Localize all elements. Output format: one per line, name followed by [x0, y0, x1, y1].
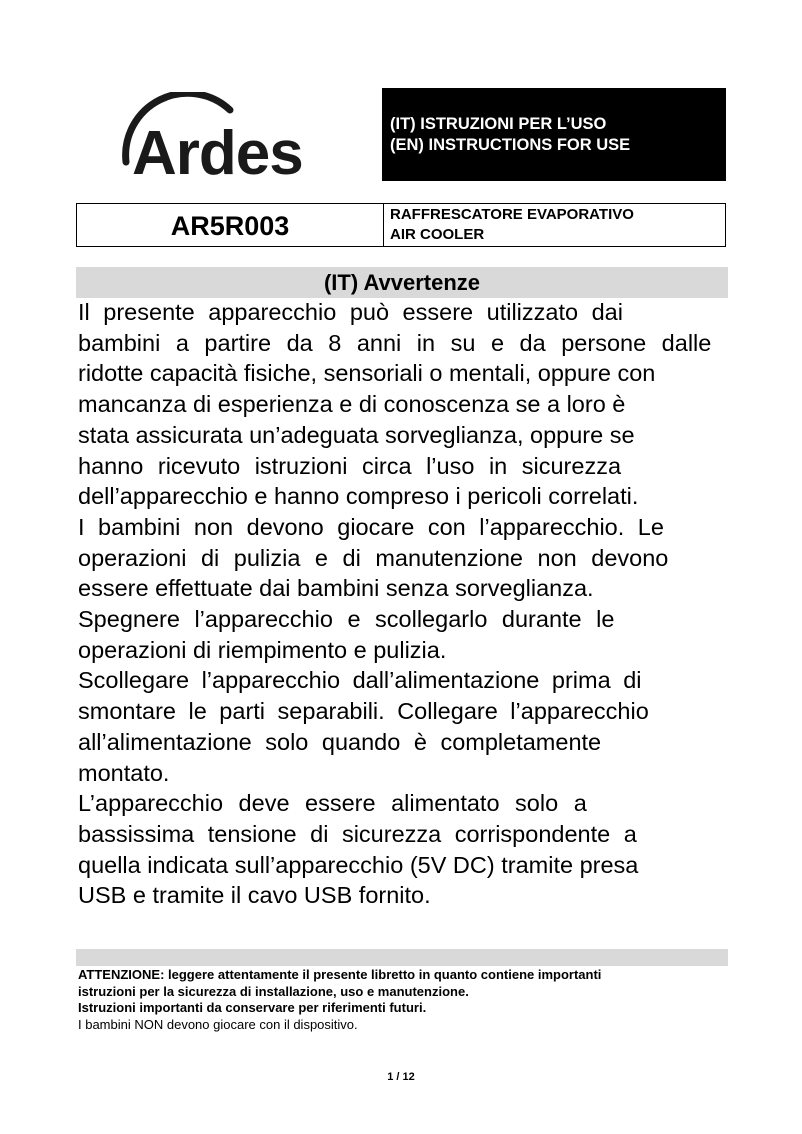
body-line: Scollegare l’apparecchio dall’alimentazione prima di: [78, 667, 642, 694]
body-line: smontare le parti separabili. Collegare l’apparecchio: [78, 698, 649, 725]
body-line: ridotte capacità fisiche, sensoriali o mentali, oppure con: [78, 360, 656, 387]
product-description-en: AIR COOLER: [390, 226, 485, 243]
body-line: quella indicata sull’apparecchio (5V DC) tramite presa: [78, 851, 639, 878]
product-description-it: RAFFRESCATORE EVAPORATIVO: [390, 206, 634, 223]
attention-line: Istruzioni importanti da conservare per riferimenti futuri.: [78, 1000, 427, 1015]
body-line: hanno ricevuto istruzioni circa l’uso in sicurezza: [78, 452, 622, 479]
instructions-header: [382, 88, 726, 181]
children-notice: I bambini NON devono giocare con il dispositivo.: [78, 1016, 358, 1032]
footer-divider: [76, 949, 728, 966]
attention-line: ATTENZIONE: leggere attentamente il presente libretto in quanto contiene importanti: [78, 967, 602, 982]
header-line-en: (EN) INSTRUCTIONS FOR USE: [390, 136, 631, 154]
model-code: AR5R003: [77, 204, 384, 246]
body-line: operazioni di riempimento e pulizia.: [78, 636, 447, 663]
body-line: operazioni di pulizia e di manutenzione non devono: [78, 544, 669, 571]
attention-notice: [78, 967, 738, 1033]
body-line: I bambini non devono giocare con l’apparecchio. Le: [78, 513, 664, 540]
body-line: USB e tramite il cavo USB fornito.: [78, 882, 431, 909]
body-line: mancanza di esperienza e di conoscenza se a loro è: [78, 391, 626, 418]
body-line: bambini a partire da 8 anni in su e da persone dalle: [78, 329, 712, 356]
body-line: all’alimentazione solo quando è completamente: [78, 728, 602, 755]
body-line: dell’apparecchio e hanno compreso i pericoli correlati.: [78, 483, 639, 510]
body-line: montato.: [78, 759, 170, 786]
body-line: bassissima tensione di sicurezza corrispondente a: [78, 820, 637, 847]
logo-text: Ardes: [132, 119, 303, 182]
warnings-body: [78, 297, 778, 911]
body-line: essere effettuate dai bambini senza sorveglianza.: [78, 575, 594, 602]
page-number: 1 / 12: [387, 1071, 415, 1083]
ardes-logo-arc-icon: [118, 92, 344, 182]
body-line: stata assicurata un’adeguata sorveglianza, oppure se: [78, 421, 635, 448]
body-line: Il presente apparecchio può essere utilizzato dai: [78, 299, 623, 325]
product-description: [384, 204, 725, 246]
attention-line: istruzioni per la sicurezza di installazione, uso e manutenzione.: [78, 983, 469, 999]
section-title: (IT) Avvertenze: [76, 267, 728, 298]
brand-logo: [118, 92, 344, 182]
product-table: [76, 203, 726, 247]
header-line-it: (IT) ISTRUZIONI PER L’USO: [390, 115, 607, 133]
body-line: L’apparecchio deve essere alimentato solo a: [78, 790, 587, 817]
body-line: Spegnere l’apparecchio e scollegarlo durante le: [78, 606, 615, 633]
